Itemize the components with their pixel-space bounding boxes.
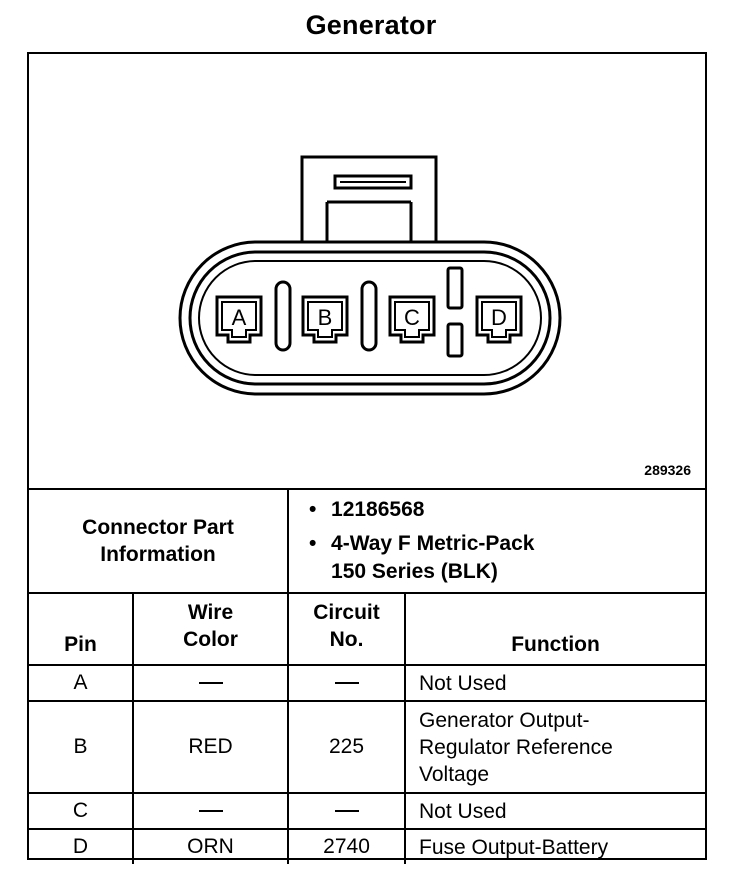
wire-color-cell [133, 793, 288, 829]
header-pin: Pin [29, 593, 133, 665]
part-description: • 4-Way F Metric-Pack 150 Series (BLK) [331, 530, 571, 586]
dash-mark [199, 682, 223, 684]
pin-label-c: C [404, 305, 420, 330]
page-title: Generator [305, 10, 437, 40]
table-row [29, 665, 705, 701]
pinout-table [29, 488, 705, 864]
pin-cell: B [29, 701, 133, 793]
dash-mark [199, 810, 223, 812]
connector-latch [302, 157, 436, 245]
pin-cell: C [29, 793, 133, 829]
header-circuit-no-text: Circuit No. [313, 601, 380, 651]
header-wire-color [133, 593, 288, 665]
connector-drawing [29, 54, 705, 488]
part-info-label: Connector Part Information [29, 489, 288, 593]
part-info-row [29, 489, 705, 593]
header-circuit-no [288, 593, 405, 665]
table-row [29, 829, 705, 864]
part-info-values [288, 489, 705, 593]
part-number: • 12186568 [331, 496, 705, 524]
connector-diagram [29, 54, 705, 488]
wire-color-cell: RED [133, 701, 288, 793]
figure-id: 289326 [644, 462, 691, 478]
table-row [29, 701, 705, 793]
dash-mark [335, 810, 359, 812]
circuit-cell: 225 [288, 701, 405, 793]
function-cell: Not Used [405, 665, 705, 701]
circuit-cell [288, 665, 405, 701]
wire-color-cell [133, 665, 288, 701]
function-cell: Not Used [405, 793, 705, 829]
header-function: Function [405, 593, 705, 665]
circuit-cell [288, 793, 405, 829]
wire-color-cell: ORN [133, 829, 288, 864]
table-header-row [29, 593, 705, 665]
pin-label-b: B [317, 305, 333, 330]
header-wire-color-text: Wire Color [183, 601, 238, 651]
pin-label-a: A [231, 305, 247, 330]
connector-frame [27, 52, 707, 860]
pin-label-d: D [491, 305, 507, 330]
function-cell: Fuse Output-Battery [405, 829, 705, 864]
pin-cell: D [29, 829, 133, 864]
table-row [29, 793, 705, 829]
pin-cell: A [29, 665, 133, 701]
dash-mark [335, 682, 359, 684]
circuit-cell: 2740 [288, 829, 405, 864]
function-text: Generator Output-Regulator Reference Voltage [419, 708, 613, 786]
function-cell [405, 701, 705, 793]
